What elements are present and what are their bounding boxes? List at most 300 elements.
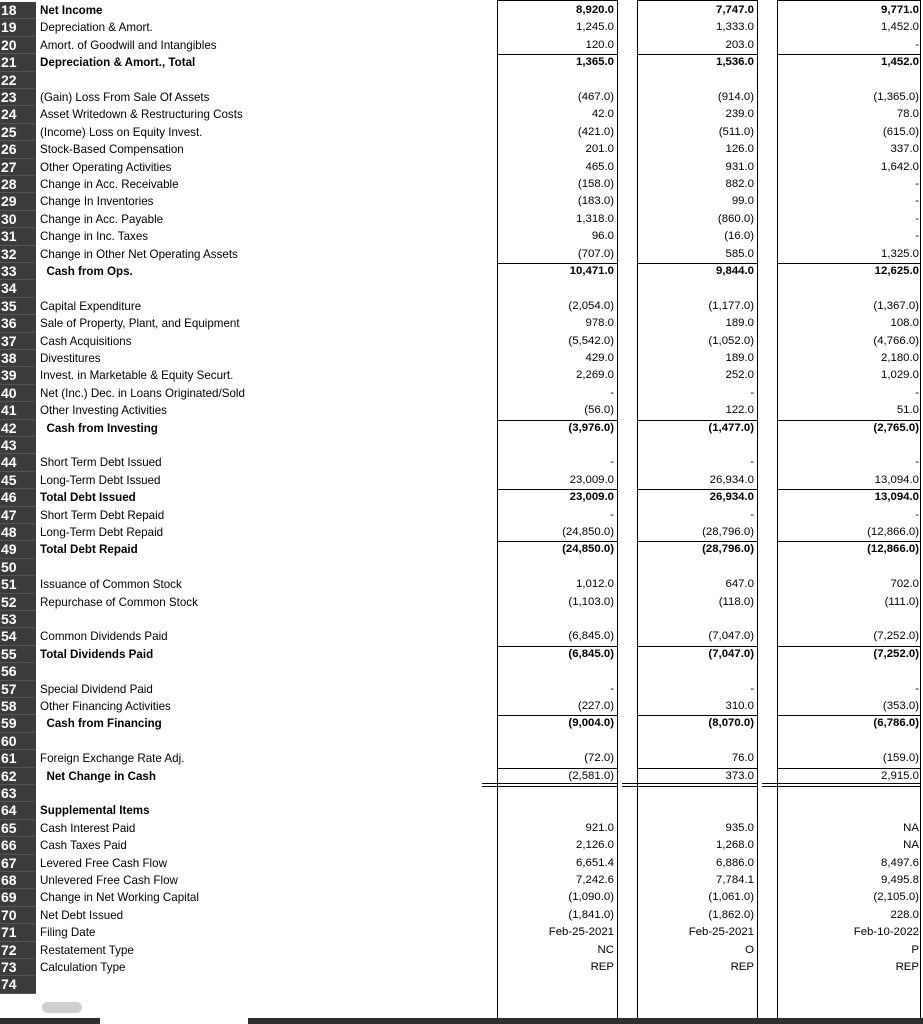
value-cell[interactable]: 228.0: [890, 908, 919, 921]
value-cell[interactable]: (1,061.0): [708, 891, 754, 904]
value-cell[interactable]: (1,367.0): [873, 299, 919, 312]
row-header[interactable]: 66: [0, 837, 36, 854]
table-row[interactable]: [0, 333, 923, 350]
table-row[interactable]: [0, 228, 923, 245]
row-label[interactable]: Special Dividend Paid: [40, 682, 153, 696]
table-row[interactable]: [0, 141, 923, 158]
row-header[interactable]: 18: [0, 2, 36, 19]
row-header[interactable]: 20: [0, 37, 36, 54]
value-cell[interactable]: Feb-25-2021: [548, 926, 614, 939]
value-cell[interactable]: 1,452.0: [880, 56, 919, 69]
value-cell[interactable]: 108.0: [890, 317, 919, 330]
row-header[interactable]: 72: [0, 942, 36, 959]
row-header[interactable]: 33: [0, 263, 36, 280]
table-row[interactable]: [0, 855, 923, 872]
table-row[interactable]: [0, 959, 923, 976]
row-header[interactable]: 28: [0, 176, 36, 193]
value-cell[interactable]: (7,047.0): [708, 630, 754, 643]
value-cell[interactable]: 189.0: [725, 352, 754, 364]
row-header[interactable]: 69: [0, 889, 36, 906]
value-cell[interactable]: 9,771.0: [880, 4, 919, 16]
row-header[interactable]: 62: [0, 768, 36, 785]
row-header[interactable]: 63: [0, 785, 36, 802]
table-row[interactable]: [0, 889, 923, 906]
table-row[interactable]: [0, 507, 923, 524]
value-cell[interactable]: 23,009.0: [569, 473, 614, 486]
table-row[interactable]: [0, 559, 923, 576]
value-cell[interactable]: (227.0): [577, 700, 614, 712]
row-header[interactable]: 25: [0, 124, 36, 141]
row-header[interactable]: 44: [0, 454, 36, 471]
table-row[interactable]: [0, 37, 923, 54]
row-label[interactable]: Invest. in Marketable & Equity Securt.: [40, 369, 234, 383]
row-label[interactable]: Unlevered Free Cash Flow: [40, 874, 178, 887]
value-cell[interactable]: 13,094.0: [874, 473, 919, 486]
value-cell[interactable]: 78.0: [896, 108, 919, 121]
table-row[interactable]: [0, 159, 923, 176]
table-row[interactable]: [0, 594, 923, 611]
row-label[interactable]: Long-Term Debt Repaid: [40, 526, 164, 539]
value-cell[interactable]: -: [750, 386, 754, 399]
value-cell[interactable]: 126.0: [725, 143, 754, 156]
value-cell[interactable]: 931.0: [725, 160, 754, 173]
value-cell[interactable]: 7,242.6: [575, 874, 614, 886]
row-label[interactable]: Issuance of Common Stock: [40, 578, 182, 592]
value-cell[interactable]: 76.0: [731, 752, 754, 765]
row-label[interactable]: Total Debt Repaid: [40, 543, 138, 557]
row-label[interactable]: Change In Inventories: [40, 195, 154, 209]
value-cell[interactable]: 1,642.0: [880, 160, 919, 173]
value-cell[interactable]: (914.0): [717, 91, 754, 103]
value-cell[interactable]: (467.0): [577, 91, 614, 103]
value-cell[interactable]: NC: [597, 943, 614, 956]
value-cell[interactable]: 935.0: [725, 821, 754, 834]
value-cell[interactable]: (1,862.0): [708, 908, 754, 921]
value-cell[interactable]: -: [915, 508, 919, 521]
value-cell[interactable]: 647.0: [725, 578, 754, 591]
value-cell[interactable]: (6,786.0): [873, 717, 919, 730]
table-row[interactable]: [0, 611, 923, 628]
value-cell[interactable]: 8,497.6: [880, 856, 919, 869]
row-header[interactable]: 68: [0, 872, 36, 889]
row-label[interactable]: Cash from Investing: [40, 421, 158, 435]
value-cell[interactable]: 2,915.0: [880, 769, 919, 782]
value-cell[interactable]: (2,581.0): [568, 769, 614, 782]
value-cell[interactable]: (3,976.0): [568, 421, 614, 434]
row-header[interactable]: 40: [0, 385, 36, 402]
value-cell[interactable]: -: [915, 178, 919, 190]
value-cell[interactable]: 201.0: [585, 143, 614, 156]
table-row[interactable]: [0, 298, 923, 315]
table-row[interactable]: [0, 454, 923, 471]
row-header[interactable]: 48: [0, 524, 36, 541]
value-cell[interactable]: 978.0: [585, 317, 614, 330]
value-cell[interactable]: (1,365.0): [873, 91, 919, 103]
table-row[interactable]: [0, 802, 923, 819]
row-label[interactable]: (Income) Loss on Equity Invest.: [40, 125, 203, 139]
value-cell[interactable]: NA: [903, 821, 919, 834]
row-label[interactable]: Foreign Exchange Rate Adj.: [40, 752, 185, 766]
table-row[interactable]: [0, 2, 923, 19]
value-cell[interactable]: -: [750, 682, 754, 695]
row-header[interactable]: 53: [0, 611, 36, 628]
table-row[interactable]: [0, 72, 923, 89]
row-label[interactable]: Depreciation & Amort.: [40, 21, 153, 35]
row-header[interactable]: 19: [0, 19, 36, 36]
value-cell[interactable]: (6,845.0): [568, 647, 614, 660]
row-header[interactable]: 51: [0, 576, 36, 593]
value-cell[interactable]: (6,845.0): [568, 630, 614, 643]
value-cell[interactable]: 12,625.0: [874, 265, 919, 277]
table-row[interactable]: [0, 89, 923, 106]
table-row[interactable]: [0, 924, 923, 941]
value-cell[interactable]: (159.0): [882, 752, 919, 765]
row-label[interactable]: Restatement Type: [40, 943, 134, 957]
row-label[interactable]: Supplemental Items: [40, 804, 150, 818]
row-header[interactable]: 58: [0, 698, 36, 715]
value-cell[interactable]: 310.0: [725, 700, 754, 712]
row-label[interactable]: Change in Inc. Taxes: [40, 230, 149, 244]
value-cell[interactable]: P: [911, 943, 919, 956]
row-header[interactable]: 37: [0, 333, 36, 350]
row-header[interactable]: 61: [0, 750, 36, 767]
row-header[interactable]: 24: [0, 106, 36, 123]
value-cell[interactable]: (615.0): [882, 125, 919, 138]
value-cell[interactable]: (421.0): [577, 125, 614, 138]
value-cell[interactable]: (7,047.0): [708, 647, 754, 660]
row-header[interactable]: 36: [0, 315, 36, 332]
row-header[interactable]: 23: [0, 89, 36, 106]
value-cell[interactable]: 189.0: [725, 317, 754, 330]
value-cell[interactable]: 1,325.0: [880, 247, 919, 260]
value-cell[interactable]: 1,365.0: [575, 56, 614, 69]
table-row[interactable]: [0, 541, 923, 558]
row-header[interactable]: 47: [0, 507, 36, 524]
value-cell[interactable]: 373.0: [725, 769, 754, 782]
value-cell[interactable]: (24,850.0): [562, 543, 614, 556]
row-label[interactable]: Filing Date: [40, 926, 96, 940]
table-row[interactable]: [0, 193, 923, 210]
table-row[interactable]: [0, 646, 923, 663]
row-label[interactable]: (Gain) Loss From Sale Of Assets: [40, 91, 210, 104]
value-cell[interactable]: (1,090.0): [568, 891, 614, 904]
row-header[interactable]: 42: [0, 420, 36, 437]
value-cell[interactable]: -: [915, 456, 919, 469]
value-cell[interactable]: 7,784.1: [715, 874, 754, 886]
value-cell[interactable]: 9,844.0: [715, 265, 754, 277]
row-label[interactable]: Cash from Ops.: [40, 265, 133, 278]
value-cell[interactable]: -: [610, 456, 614, 469]
value-cell[interactable]: 51.0: [896, 404, 919, 417]
row-label[interactable]: Change in Other Net Operating Assets: [40, 247, 238, 261]
table-row[interactable]: [0, 907, 923, 924]
value-cell[interactable]: 2,269.0: [575, 369, 614, 382]
scroll-thumb[interactable]: [42, 1002, 82, 1013]
row-label[interactable]: Total Debt Issued: [40, 491, 136, 505]
row-header[interactable]: 34: [0, 280, 36, 297]
row-label[interactable]: Calculation Type: [40, 961, 126, 974]
table-row[interactable]: [0, 367, 923, 384]
row-header[interactable]: 71: [0, 924, 36, 941]
value-cell[interactable]: 6,886.0: [715, 856, 754, 869]
row-label[interactable]: Capital Expenditure: [40, 299, 142, 313]
value-cell[interactable]: 1,318.0: [575, 212, 614, 225]
value-cell[interactable]: (1,841.0): [568, 908, 614, 921]
value-cell[interactable]: 1,268.0: [715, 839, 754, 852]
table-row[interactable]: [0, 524, 923, 541]
row-label[interactable]: Total Dividends Paid: [40, 647, 154, 661]
row-label[interactable]: Sale of Property, Plant, and Equipment: [40, 317, 240, 331]
row-label[interactable]: Other Investing Activities: [40, 404, 167, 418]
row-label[interactable]: Change in Acc. Receivable: [40, 178, 179, 191]
value-cell[interactable]: (1,052.0): [708, 334, 754, 347]
value-cell[interactable]: 337.0: [890, 143, 919, 156]
row-header[interactable]: 70: [0, 907, 36, 924]
table-row[interactable]: [0, 246, 923, 263]
row-label[interactable]: Other Operating Activities: [40, 160, 172, 174]
row-label[interactable]: Change in Acc. Payable: [40, 212, 164, 226]
row-header[interactable]: 26: [0, 141, 36, 158]
table-row[interactable]: [0, 472, 923, 489]
table-row[interactable]: [0, 402, 923, 419]
value-cell[interactable]: 1,245.0: [575, 21, 614, 34]
table-row[interactable]: [0, 976, 923, 993]
row-header[interactable]: 29: [0, 193, 36, 210]
value-cell[interactable]: -: [750, 508, 754, 521]
value-cell[interactable]: 99.0: [731, 195, 754, 208]
value-cell[interactable]: (2,765.0): [873, 421, 919, 434]
table-row[interactable]: [0, 681, 923, 698]
table-row[interactable]: [0, 420, 923, 437]
row-header[interactable]: 49: [0, 541, 36, 558]
row-header[interactable]: 57: [0, 681, 36, 698]
row-header[interactable]: 56: [0, 663, 36, 680]
row-label[interactable]: Depreciation & Amort., Total: [40, 56, 196, 70]
value-cell[interactable]: (111.0): [884, 595, 919, 608]
row-label[interactable]: Levered Free Cash Flow: [40, 856, 167, 870]
value-cell[interactable]: 10,471.0: [569, 265, 614, 277]
value-cell[interactable]: 239.0: [725, 108, 754, 121]
value-cell[interactable]: REP: [590, 961, 614, 973]
row-header[interactable]: 52: [0, 594, 36, 611]
row-label[interactable]: Asset Writedown & Restructuring Costs: [40, 108, 243, 122]
value-cell[interactable]: (4,766.0): [873, 334, 919, 347]
value-cell[interactable]: 96.0: [591, 230, 614, 243]
table-row[interactable]: [0, 872, 923, 889]
value-cell[interactable]: 429.0: [585, 352, 614, 364]
row-header[interactable]: 39: [0, 367, 36, 384]
value-cell[interactable]: (28,796.0): [702, 543, 754, 556]
value-cell[interactable]: 26,934.0: [709, 473, 754, 486]
value-cell[interactable]: 1,452.0: [880, 21, 919, 34]
value-cell[interactable]: 2,126.0: [575, 839, 614, 852]
row-label[interactable]: Cash from Financing: [40, 717, 162, 731]
value-cell[interactable]: (118.0): [718, 595, 754, 608]
value-cell[interactable]: (183.0): [577, 195, 614, 208]
row-header[interactable]: 45: [0, 472, 36, 489]
value-cell[interactable]: (1,477.0): [708, 421, 754, 434]
row-label[interactable]: Cash Taxes Paid: [40, 839, 127, 853]
table-row[interactable]: [0, 715, 923, 732]
table-row[interactable]: [0, 733, 923, 750]
value-cell[interactable]: (1,103.0): [568, 595, 614, 608]
value-cell[interactable]: REP: [730, 961, 754, 973]
value-cell[interactable]: -: [915, 195, 919, 208]
table-row[interactable]: [0, 124, 923, 141]
table-row[interactable]: [0, 820, 923, 837]
value-cell[interactable]: 585.0: [725, 247, 754, 260]
value-cell[interactable]: 6,651.4: [575, 856, 614, 869]
value-cell[interactable]: (12,866.0): [867, 543, 919, 556]
row-label[interactable]: Change in Net Working Capital: [40, 891, 199, 905]
value-cell[interactable]: 2,180.0: [880, 352, 919, 364]
row-label[interactable]: Short Term Debt Repaid: [40, 508, 165, 522]
value-cell[interactable]: 882.0: [725, 178, 754, 190]
value-cell[interactable]: -: [610, 508, 614, 521]
table-row[interactable]: [0, 19, 923, 36]
table-row[interactable]: [0, 837, 923, 854]
table-row[interactable]: [0, 315, 923, 332]
value-cell[interactable]: 122.0: [725, 404, 754, 417]
value-cell[interactable]: 26,934.0: [709, 491, 754, 504]
value-cell[interactable]: 465.0: [585, 160, 614, 173]
row-label[interactable]: Net Debt Issued: [40, 908, 124, 922]
row-header[interactable]: 41: [0, 402, 36, 419]
table-row[interactable]: [0, 211, 923, 228]
table-row[interactable]: [0, 280, 923, 297]
value-cell[interactable]: (72.0): [584, 752, 614, 765]
row-header[interactable]: 54: [0, 628, 36, 645]
table-row[interactable]: [0, 385, 923, 402]
value-cell[interactable]: 120.0: [585, 38, 614, 51]
value-cell[interactable]: (56.0): [584, 404, 614, 417]
row-header[interactable]: 65: [0, 820, 36, 837]
value-cell[interactable]: (158.0): [577, 178, 614, 190]
value-cell[interactable]: (353.0): [882, 700, 919, 712]
value-cell[interactable]: 1,012.0: [575, 578, 614, 591]
value-cell[interactable]: (707.0): [577, 247, 614, 260]
row-label[interactable]: Cash Interest Paid: [40, 821, 136, 835]
row-header[interactable]: 50: [0, 559, 36, 576]
value-cell[interactable]: 8,920.0: [575, 4, 614, 16]
row-header[interactable]: 35: [0, 298, 36, 315]
value-cell[interactable]: 13,094.0: [874, 491, 919, 504]
row-header[interactable]: 55: [0, 646, 36, 663]
row-header[interactable]: 22: [0, 72, 36, 89]
row-header[interactable]: 64: [0, 802, 36, 819]
table-row[interactable]: [0, 176, 923, 193]
row-label[interactable]: Net (Inc.) Dec. in Loans Originated/Sold: [40, 386, 245, 400]
table-row[interactable]: [0, 698, 923, 715]
value-cell[interactable]: 42.0: [591, 108, 614, 121]
horizontal-scrollbar-track[interactable]: [248, 1018, 923, 1024]
table-row[interactable]: [0, 942, 923, 959]
value-cell[interactable]: (2,054.0): [568, 299, 614, 312]
row-label[interactable]: Other Financing Activities: [40, 700, 171, 713]
value-cell[interactable]: (860.0): [717, 212, 754, 225]
value-cell[interactable]: (24,850.0): [562, 526, 614, 538]
value-cell[interactable]: 203.0: [725, 38, 754, 51]
table-row[interactable]: [0, 263, 923, 280]
value-cell[interactable]: (16.0): [724, 230, 754, 243]
value-cell[interactable]: 252.0: [725, 369, 754, 382]
row-header[interactable]: 21: [0, 54, 36, 71]
value-cell[interactable]: -: [750, 456, 754, 469]
table-row[interactable]: [0, 663, 923, 680]
row-label[interactable]: Amort. of Goodwill and Intangibles: [40, 38, 217, 52]
row-label[interactable]: Divestitures: [40, 352, 101, 365]
row-header[interactable]: 60: [0, 733, 36, 750]
value-cell[interactable]: -: [610, 386, 614, 399]
table-row[interactable]: [0, 628, 923, 645]
value-cell[interactable]: 9,495.8: [880, 874, 919, 886]
table-row[interactable]: [0, 54, 923, 71]
value-cell[interactable]: -: [915, 38, 919, 51]
value-cell[interactable]: -: [915, 230, 919, 243]
row-label[interactable]: Short Term Debt Issued: [40, 456, 162, 470]
row-header[interactable]: 59: [0, 715, 36, 732]
table-row[interactable]: [0, 576, 923, 593]
value-cell[interactable]: (7,252.0): [873, 647, 919, 660]
value-cell[interactable]: Feb-10-2022: [853, 926, 919, 939]
row-header[interactable]: 38: [0, 350, 36, 367]
row-header[interactable]: 73: [0, 959, 36, 976]
row-header[interactable]: 43: [0, 437, 36, 454]
value-cell[interactable]: 1,029.0: [880, 369, 919, 382]
table-row[interactable]: [0, 350, 923, 367]
row-label[interactable]: Net Change in Cash: [40, 769, 156, 783]
value-cell[interactable]: (28,796.0): [702, 526, 754, 538]
value-cell[interactable]: 1,333.0: [715, 21, 754, 34]
row-label[interactable]: Long-Term Debt Issued: [40, 473, 161, 487]
value-cell[interactable]: -: [915, 212, 919, 225]
value-cell[interactable]: REP: [895, 961, 919, 973]
value-cell[interactable]: (5,542.0): [568, 334, 614, 347]
row-label[interactable]: Stock-Based Compensation: [40, 143, 184, 157]
value-cell[interactable]: NA: [903, 839, 919, 852]
row-header[interactable]: 30: [0, 211, 36, 228]
value-cell[interactable]: (12,866.0): [867, 526, 919, 538]
row-header[interactable]: 27: [0, 159, 36, 176]
value-cell[interactable]: -: [610, 682, 614, 695]
table-row[interactable]: [0, 785, 923, 802]
table-row[interactable]: [0, 489, 923, 506]
value-cell[interactable]: O: [745, 943, 754, 956]
value-cell[interactable]: (1,177.0): [708, 299, 754, 312]
value-cell[interactable]: (511.0): [718, 125, 754, 138]
value-cell[interactable]: (8,070.0): [708, 717, 754, 730]
value-cell[interactable]: Feb-25-2021: [688, 926, 754, 939]
row-header[interactable]: 32: [0, 246, 36, 263]
table-row[interactable]: [0, 106, 923, 123]
row-header[interactable]: 46: [0, 489, 36, 506]
row-header[interactable]: 31: [0, 228, 36, 245]
row-label[interactable]: Cash Acquisitions: [40, 334, 132, 348]
row-label[interactable]: Common Dividends Paid: [40, 630, 168, 644]
row-header[interactable]: 67: [0, 855, 36, 872]
value-cell[interactable]: 702.0: [890, 578, 919, 591]
table-row[interactable]: [0, 437, 923, 454]
row-label[interactable]: Net Income: [40, 4, 103, 17]
value-cell[interactable]: 921.0: [585, 821, 614, 834]
value-cell[interactable]: -: [915, 682, 919, 695]
value-cell[interactable]: -: [915, 386, 919, 399]
row-header[interactable]: 74: [0, 976, 36, 993]
table-row[interactable]: [0, 750, 923, 767]
value-cell[interactable]: 1,536.0: [715, 56, 754, 69]
row-label[interactable]: Repurchase of Common Stock: [40, 595, 198, 609]
value-cell[interactable]: 7,747.0: [715, 4, 754, 16]
